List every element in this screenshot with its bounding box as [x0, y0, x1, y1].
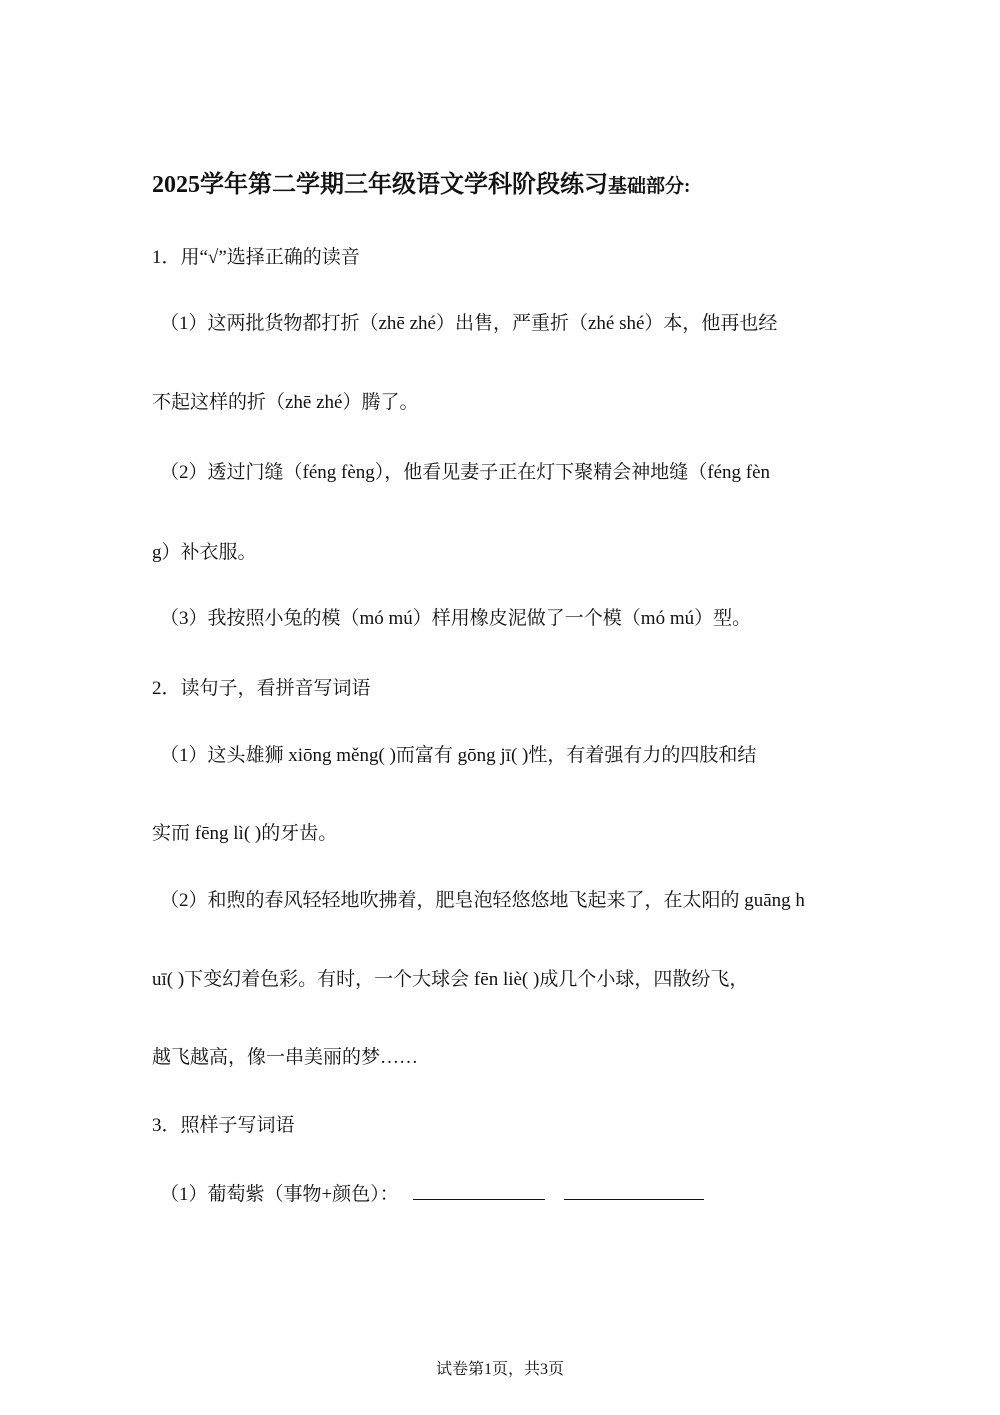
- answer-blank-1[interactable]: [413, 1181, 545, 1200]
- question-3-heading: 3．照样子写词语: [152, 1115, 295, 1136]
- q2-sentence-2-line-1: （2）和煦的春风轻轻地吹拂着，肥皂泡轻悠悠地飞起来了，在太阳的 guāng h: [160, 890, 805, 911]
- q2-sentence-2-line-3: 越飞越高，像一串美丽的梦……: [152, 1047, 419, 1068]
- q3-sentence-1: [160, 1181, 704, 1207]
- title-main: 2025学年第二学期三年级语文学科阶段练习: [152, 172, 608, 198]
- q1-sentence-2-line-2: g）补衣服。: [152, 542, 257, 563]
- q1-sentence-1-line-1: （1）这两批货物都打折（zhē zhé）出售，严重折（zhé shé）本，他再也经: [160, 313, 778, 334]
- q1-sentence-3: （3）我按照小兔的模（mó mú）样用橡皮泥做了一个模（mó mú）型。: [160, 608, 752, 629]
- title-suffix: 基础部分:: [608, 176, 691, 197]
- question-1-heading: 1．用“√”选择正确的读音: [152, 247, 360, 268]
- page-title: [152, 170, 690, 202]
- q1-sentence-1-line-2: 不起这样的折（zhē zhé）腾了。: [152, 392, 419, 413]
- q1-sentence-2-line-1: （2）透过门缝（féng fèng），他看见妻子正在灯下聚精会神地缝（féng fèn: [160, 462, 771, 483]
- page-footer: 试卷第1页，共3页: [435, 1361, 564, 1378]
- q2-sentence-2-line-2: uī( )下变幻着色彩。有时，一个大球会 fēn liè( )成几个小球，四散纷飞，: [152, 969, 749, 990]
- q3-sentence-1-text: （1）葡萄紫（事物+颜色）：: [160, 1184, 399, 1205]
- q2-sentence-1-line-2: 实而 fēng lì( )的牙齿。: [152, 823, 338, 844]
- answer-blank-2[interactable]: [564, 1181, 704, 1200]
- q2-sentence-1-line-1: （1）这头雄狮 xiōng měng( )而富有 gōng jī( )性，有着强有力的四肢和结: [160, 745, 757, 766]
- question-2-heading: 2．读句子，看拼音写词语: [152, 678, 371, 699]
